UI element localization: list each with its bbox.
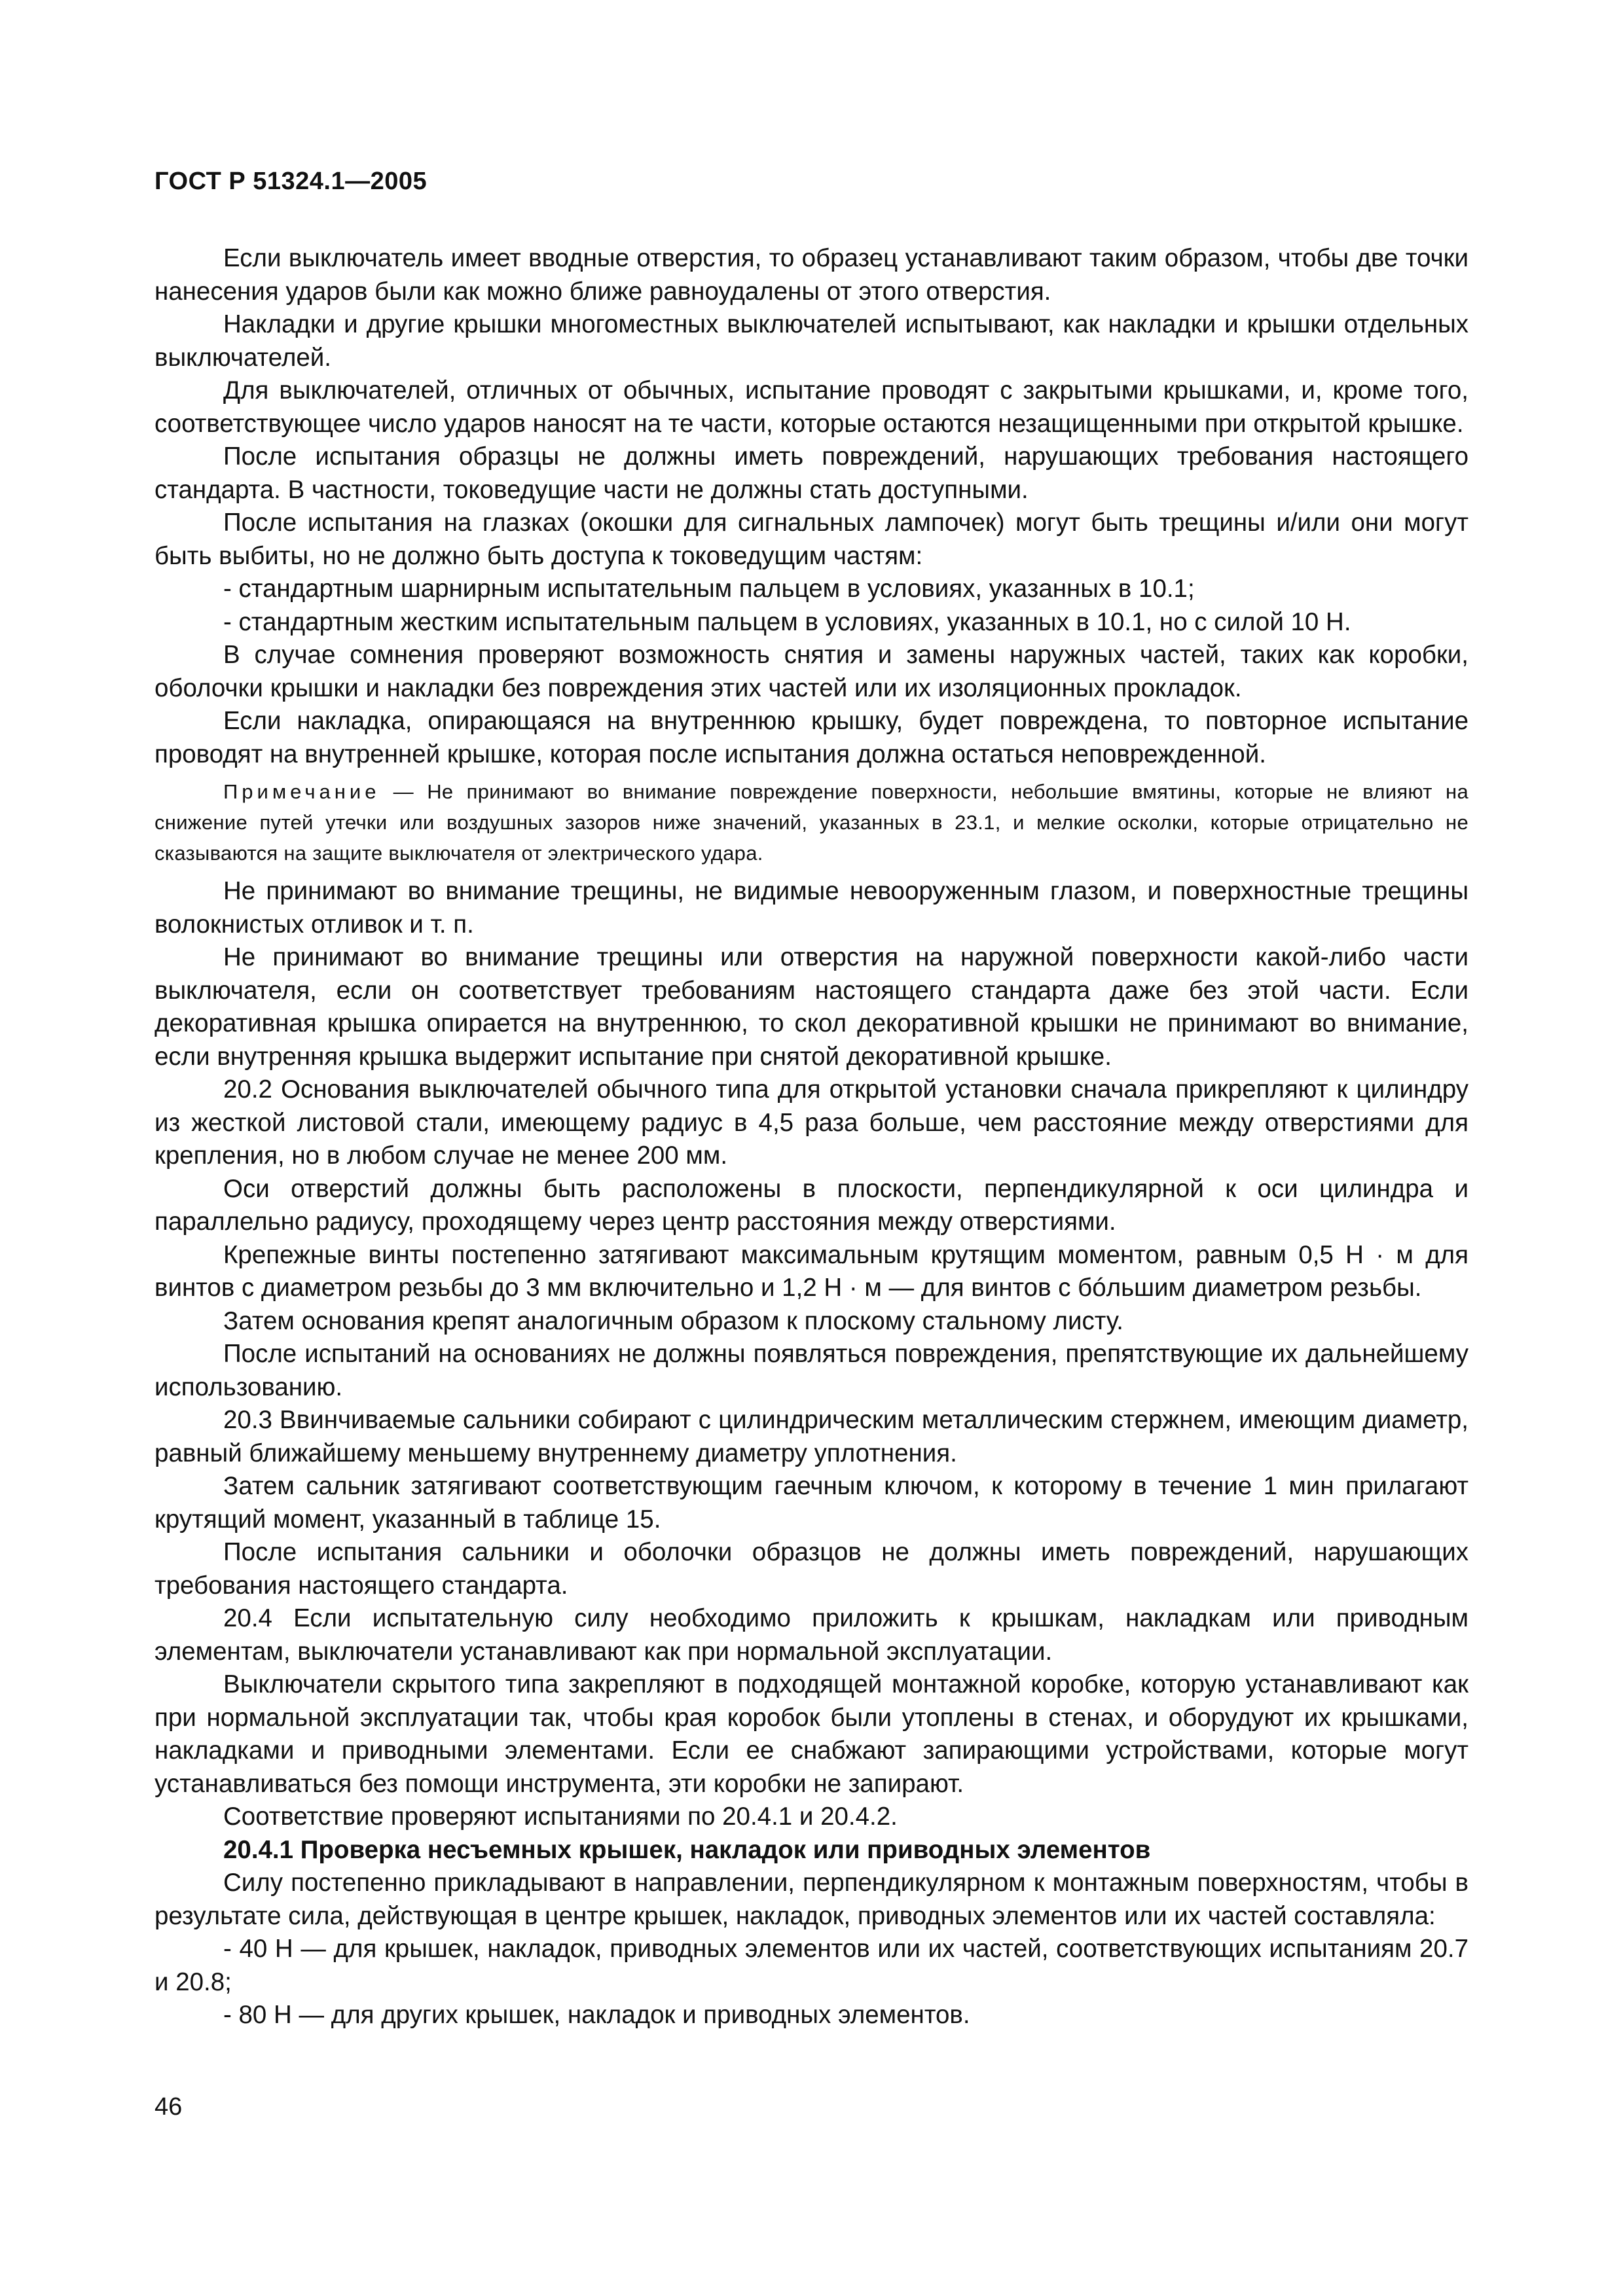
list-item: - стандартным жестким испытательным пальцем в условиях, указанных в 10.1, но с силой 10 Н. [223,607,1351,636]
paragraph: Крепежные винты постепенно затягивают максимальным крутящим моментом, равным 0,5 Н · м для винтов с диаметром резьбы до 3 мм включительно и 1,2 Н · м — для винтов с бóльшим диаметром резьбы. [155,1240,1468,1302]
paragraph: Оси отверстий должны быть расположены в плоскости, перпендикулярной к оси цилиндра и параллельно радиусу, проходящему через центр расстояния между отверстиями. [155,1174,1468,1236]
paragraph: После испытаний на основаниях не должны появляться повреждения, препятствующие их дальнейшему использованию. [155,1340,1468,1401]
document-body [155,242,1468,2032]
list-item: - стандартным шарнирным испытательным пальцем в условиях, указанных в 10.1; [223,575,1195,603]
paragraph: В случае сомнения проверяют возможность снятия и замены наружных частей, таких как коробки, оболочки крышки и накладки без повреждения этих частей или их изоляционных прокладок. [155,641,1468,702]
paragraph: Если накладка, опирающаяся на внутреннюю крышку, будет повреждена, то повторное испытание проводят на внутренней крышке, которая после испытания должна остаться неповрежденной. [155,707,1468,768]
paragraph: Соответствие проверяют испытаниями по 20.4.1 и 20.4.2. [223,1803,898,1831]
paragraph: Не принимают во внимание трещины или отверстия на наружной поверхности какой-либо части выключателя, если он соответствует требованиям настоящего стандарта даже без этой части. Если декоративная крышка опирается на внутреннюю, то скол декоративной крышки не принимают во внимание, если внутренняя крышка выдержит испытание при снятой декоративной крышке. [155,943,1468,1071]
paragraph: Силу постепенно прикладывают в направлении, перпендикулярном к монтажным поверхностям, чтобы в результате сила, действующая в центре крышек, накладок, приводных элементов или их частей составляла: [155,1869,1468,1930]
paragraph: Если выключатель имеет вводные отверстия, то образец устанавливают таким образом, чтобы две точки нанесения ударов были как можно ближе равноудалены от этого отверстия. [155,244,1468,306]
paragraph: Затем основания крепят аналогичным образом к плоскому стальному листу. [223,1306,1123,1335]
paragraph: Накладки и другие крышки многоместных выключателей испытывают, как накладки и крышки отдельных выключателей. [155,310,1468,372]
document-header: ГОСТ Р 51324.1—2005 [155,168,428,195]
paragraph: Для выключателей, отличных от обычных, испытание проводят с закрытыми крышками, и, кроме того, соответствующее число ударов наносят на те части, которые остаются незащищенными при открытой крышке. [155,376,1468,438]
note [155,776,1468,869]
note-text: — Не принимают во внимание повреждение поверхности, небольшие вмятины, которые не влияют на снижение путей утечки или воздушных зазоров ниже значений, указанных в 23.1, и мелкие осколки, которые отрицательно не сказываются на защите выключателя от электрического удара. [155,780,1468,865]
page-number: 46 [155,2093,183,2121]
paragraph: После испытания образцы не должны иметь повреждений, нарушающих требования настоящего стандарта. В частности, токоведущие части не должны стать доступными. [155,442,1468,504]
clause-20-2: 20.2 Основания выключателей обычного типа для открытой установки сначала прикрепляют к цилиндру из жесткой листовой стали, имеющему радиус в 4,5 раза больше, чем расстояние между отверстиями для крепления, но в любом случае не менее 200 мм. [155,1075,1468,1170]
paragraph: После испытания на глазках (окошки для сигнальных лампочек) могут быть трещины и/или они могут быть выбиты, но не должно быть доступа к токоведущим частям: [155,509,1468,570]
paragraph: Не принимают во внимание трещины, не видимые невооруженным глазом, и поверхностные трещины волокнистых отливок и т. п. [155,877,1468,939]
paragraph: Выключатели скрытого типа закрепляют в подходящей монтажной коробке, которую устанавливают как при нормальной эксплуатации так, чтобы края коробок были утоплены в стенах, и оборудуют их крышками, накладками и приводными элементами. Если ее снабжают запирающими устройствами, которые могут устанавливаться без помощи инструмента, эти коробки не запирают. [155,1670,1468,1798]
list-item: - 80 Н — для других крышек, накладок и приводных элементов. [223,2001,970,2029]
clause-20-3: 20.3 Ввинчиваемые сальники собирают с цилиндрическим металлическим стержнем, имеющим диаметр, равный ближайшему меньшему внутреннему диаметру уплотнения. [155,1406,1468,1467]
paragraph: Затем сальник затягивают соответствующим гаечным ключом, к которому в течение 1 мин прилагают крутящий момент, указанный в таблице 15. [155,1472,1468,1534]
clause-20-4: 20.4 Если испытательную силу необходимо приложить к крышкам, накладкам или приводным элементам, выключатели устанавливают как при нормальной эксплуатации. [155,1604,1468,1666]
note-label: Примечание [223,780,380,803]
paragraph: После испытания сальники и оболочки образцов не должны иметь повреждений, нарушающих требования настоящего стандарта. [155,1538,1468,1600]
subsection-title: 20.4.1 Проверка несъемных крышек, накладок или приводных элементов [223,1835,1151,1864]
list-item: - 40 Н — для крышек, накладок, приводных элементов или их частей, соответствующих испытаниям 20.7 и 20.8; [155,1935,1468,1996]
